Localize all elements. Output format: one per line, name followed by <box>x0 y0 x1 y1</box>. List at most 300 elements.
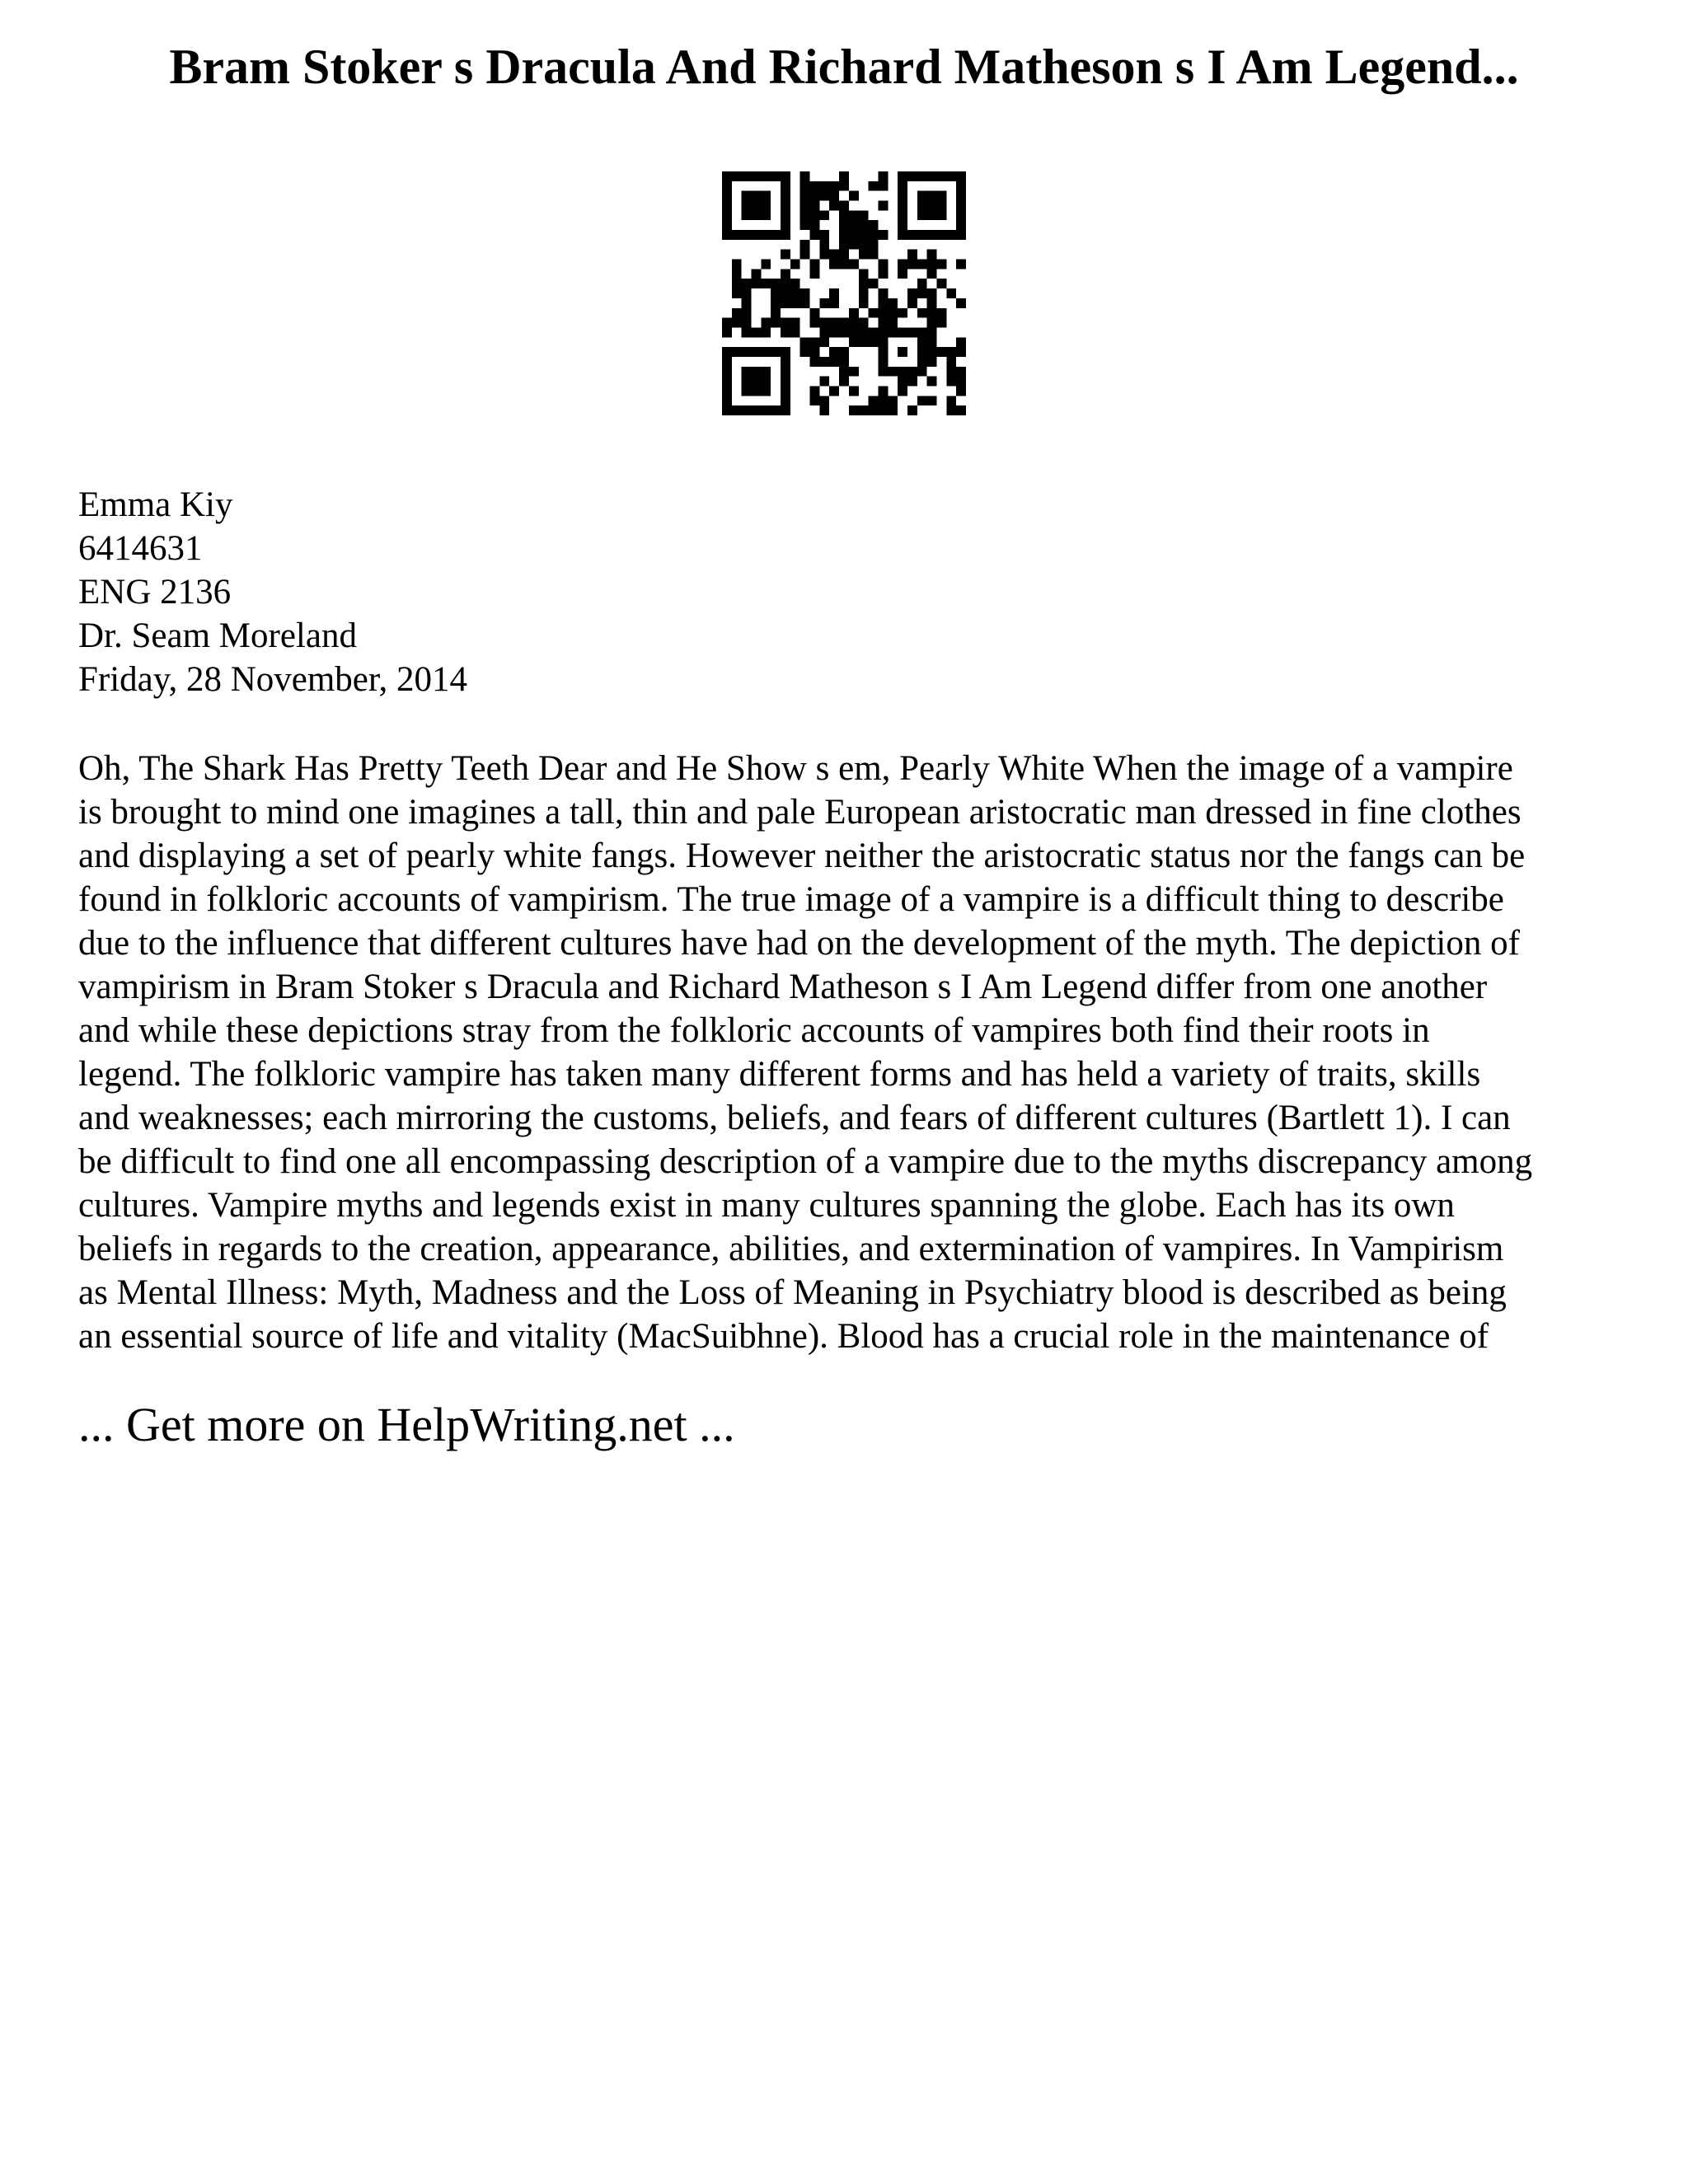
qr-module <box>849 220 859 230</box>
qr-module <box>752 230 762 240</box>
qr-module <box>917 191 927 201</box>
qr-module <box>742 377 752 387</box>
body-line: Oh, The Shark Has Pretty Teeth Dear and He Show s em, Pearly White When the image of a vampire <box>78 749 1513 788</box>
qr-module <box>800 171 810 181</box>
qr-module <box>878 201 888 211</box>
qr-module <box>956 201 966 211</box>
qr-module <box>752 210 762 220</box>
qr-module <box>849 318 859 328</box>
qr-module <box>956 377 966 387</box>
qr-module <box>839 367 849 377</box>
qr-module <box>888 367 898 377</box>
qr-module <box>829 298 839 308</box>
qr-module <box>829 318 839 328</box>
qr-module <box>781 298 790 308</box>
qr-module <box>722 318 732 328</box>
qr-module <box>849 230 859 240</box>
qr-module <box>800 210 810 220</box>
qr-module <box>859 318 869 328</box>
qr-module <box>946 230 956 240</box>
qr-module <box>849 191 859 201</box>
qr-module <box>878 337 888 347</box>
qr-module <box>829 357 839 367</box>
qr-module <box>946 405 956 415</box>
qr-module <box>722 405 732 415</box>
qr-module <box>810 191 820 201</box>
qr-module <box>898 230 907 240</box>
qr-module <box>810 386 820 396</box>
qr-module <box>761 201 771 211</box>
qr-module <box>859 288 869 298</box>
qr-module <box>907 288 917 298</box>
qr-module <box>849 367 859 377</box>
qr-module <box>819 210 829 220</box>
qr-module <box>839 240 849 250</box>
qr-module <box>781 396 790 405</box>
qr-module <box>859 220 869 230</box>
qr-module <box>927 327 937 337</box>
qr-module <box>819 327 829 337</box>
qr-module <box>829 191 839 201</box>
body-line: vampirism in Bram Stoker s Dracula and Richard Matheson s I Am Legend differ from one another <box>78 968 1488 1006</box>
qr-module <box>781 171 790 181</box>
qr-module <box>898 367 907 377</box>
qr-module <box>849 240 859 250</box>
qr-module <box>859 279 869 288</box>
qr-module <box>771 318 781 328</box>
qr-module <box>722 220 732 230</box>
qr-module <box>839 357 849 367</box>
qr-module <box>936 201 946 211</box>
qr-module <box>771 171 781 181</box>
qr-module <box>869 181 879 191</box>
qr-module <box>761 191 771 201</box>
qr-module <box>917 357 927 367</box>
qr-module <box>742 308 752 318</box>
qr-module <box>771 298 781 308</box>
qr-module <box>878 230 888 240</box>
qr-module <box>800 201 810 211</box>
qr-module <box>732 269 742 279</box>
qr-module <box>752 386 762 396</box>
qr-module <box>839 250 849 260</box>
qr-module <box>878 269 888 279</box>
qr-module <box>936 279 946 288</box>
qr-module <box>781 405 790 415</box>
qr-module <box>956 405 966 415</box>
qr-module <box>761 347 771 357</box>
qr-module <box>781 230 790 240</box>
qr-module <box>790 288 800 298</box>
qr-module <box>752 367 762 377</box>
qr-module <box>956 230 966 240</box>
qr-module <box>742 210 752 220</box>
qr-module <box>829 347 839 357</box>
qr-module <box>839 220 849 230</box>
qr-module <box>907 377 917 387</box>
qr-module <box>722 210 732 220</box>
qr-module <box>859 230 869 240</box>
author-name: Emma Kiy <box>78 485 233 524</box>
qr-module <box>800 337 810 347</box>
qr-module <box>819 181 829 191</box>
qr-module <box>790 279 800 288</box>
qr-module <box>878 318 888 328</box>
qr-module <box>917 347 927 357</box>
qr-module <box>800 191 810 201</box>
qr-module <box>752 269 762 279</box>
qr-module <box>878 347 888 357</box>
qr-module <box>752 191 762 201</box>
qr-module <box>936 171 946 181</box>
qr-module <box>732 288 742 298</box>
qr-module <box>956 171 966 181</box>
qr-module <box>839 201 849 211</box>
qr-module <box>742 367 752 377</box>
qr-module <box>800 250 810 260</box>
qr-module <box>781 288 790 298</box>
qr-module <box>742 230 752 240</box>
qr-module <box>907 298 917 308</box>
qr-module <box>917 337 927 347</box>
qr-module <box>742 318 752 328</box>
qr-module <box>742 327 752 337</box>
qr-module <box>742 191 752 201</box>
get-more-link[interactable]: ... Get more on HelpWriting.net ... <box>78 1398 735 1451</box>
qr-module <box>927 396 937 405</box>
qr-module <box>752 327 762 337</box>
qr-module <box>936 308 946 318</box>
qr-module <box>761 405 771 415</box>
student-id: 6414631 <box>78 529 203 568</box>
qr-code-icon <box>722 171 966 415</box>
qr-module <box>869 396 879 405</box>
qr-module <box>907 327 917 337</box>
qr-module <box>819 337 829 347</box>
qr-module <box>946 288 956 298</box>
qr-module <box>839 327 849 337</box>
qr-module <box>869 279 879 288</box>
qr-module <box>907 405 917 415</box>
qr-module <box>927 230 937 240</box>
qr-module <box>722 171 732 181</box>
qr-module <box>761 318 771 328</box>
qr-module <box>752 377 762 387</box>
qr-module <box>898 260 907 269</box>
qr-module <box>722 357 732 367</box>
qr-module <box>927 260 937 269</box>
qr-module <box>839 260 849 269</box>
qr-module <box>956 367 966 377</box>
qr-module <box>936 230 946 240</box>
qr-module <box>888 327 898 337</box>
qr-module <box>819 357 829 367</box>
qr-module <box>810 260 820 269</box>
qr-module <box>898 377 907 387</box>
qr-module <box>810 347 820 357</box>
qr-module <box>781 220 790 230</box>
qr-module <box>917 367 927 377</box>
qr-module <box>878 386 888 396</box>
qr-module <box>800 220 810 230</box>
qr-module <box>878 396 888 405</box>
qr-module <box>800 298 810 308</box>
qr-module <box>917 201 927 211</box>
qr-module <box>781 191 790 201</box>
qr-module <box>732 230 742 240</box>
qr-module <box>742 171 752 181</box>
qr-module <box>927 201 937 211</box>
qr-module <box>907 230 917 240</box>
qr-module <box>898 191 907 201</box>
qr-module <box>888 298 898 308</box>
qr-module <box>790 327 800 337</box>
qr-module <box>898 201 907 211</box>
qr-module <box>927 250 937 260</box>
qr-module <box>898 308 907 318</box>
qr-module <box>781 377 790 387</box>
qr-module <box>752 171 762 181</box>
body-line: as Mental Illness: Myth, Madness and the Loss of Meaning in Psychiatry blood is described as being <box>78 1273 1507 1312</box>
qr-module <box>907 367 917 377</box>
qr-module <box>927 347 937 357</box>
qr-module <box>722 181 732 191</box>
qr-module <box>917 279 927 288</box>
qr-module <box>878 288 888 298</box>
qr-module <box>927 288 937 298</box>
qr-module <box>742 386 752 396</box>
qr-module <box>829 386 839 396</box>
qr-module <box>781 386 790 396</box>
qr-module <box>790 260 800 269</box>
qr-module <box>878 357 888 367</box>
qr-module <box>790 318 800 328</box>
qr-module <box>829 250 839 260</box>
qr-module <box>849 386 859 396</box>
qr-module <box>810 396 820 405</box>
qr-module <box>878 260 888 269</box>
qr-module <box>829 201 839 211</box>
qr-module <box>946 347 956 357</box>
qr-module <box>849 210 859 220</box>
qr-module <box>722 377 732 387</box>
qr-module <box>946 357 956 367</box>
qr-module <box>810 230 820 240</box>
qr-module <box>956 386 966 396</box>
qr-module <box>859 298 869 308</box>
qr-module <box>869 240 879 250</box>
qr-module <box>810 357 820 367</box>
qr-module <box>898 181 907 191</box>
qr-module <box>810 181 820 191</box>
qr-module <box>819 377 829 387</box>
qr-module <box>810 337 820 347</box>
qr-module <box>917 230 927 240</box>
body-line: an essential source of life and vitality (MacSuibhne). Blood has a crucial role in the maintenance of <box>78 1317 1489 1356</box>
qr-module <box>936 347 946 357</box>
qr-module <box>936 318 946 328</box>
qr-module <box>878 327 888 337</box>
qr-module <box>927 210 937 220</box>
qr-module <box>956 347 966 357</box>
body-line: and displaying a set of pearly white fangs. However neither the aristocratic status nor the fangs can be <box>78 837 1526 875</box>
qr-module <box>956 337 966 347</box>
document-date: Friday, 28 November, 2014 <box>78 660 467 699</box>
qr-module <box>722 367 732 377</box>
body-line: found in folkloric accounts of vampirism. The true image of a vampire is a difficult thing to describe <box>78 880 1504 919</box>
qr-module <box>849 260 859 269</box>
qr-module <box>800 181 810 191</box>
qr-module <box>936 260 946 269</box>
qr-module <box>869 327 879 337</box>
essay-body <box>78 747 1628 1358</box>
qr-module <box>819 250 829 260</box>
qr-module <box>722 191 732 201</box>
qr-module <box>819 230 829 240</box>
qr-module <box>742 288 752 298</box>
qr-module <box>771 405 781 415</box>
qr-module <box>839 318 849 328</box>
qr-module <box>917 396 927 405</box>
body-line: cultures. Vampire myths and legends exist in many cultures spanning the globe. Each has its own <box>78 1186 1455 1225</box>
qr-module <box>829 327 839 337</box>
qr-module <box>781 279 790 288</box>
qr-module <box>742 405 752 415</box>
qr-module <box>956 210 966 220</box>
qr-module <box>927 298 937 308</box>
qr-module <box>888 405 898 415</box>
qr-module <box>732 279 742 288</box>
qr-module <box>722 230 732 240</box>
qr-module <box>781 318 790 328</box>
qr-module <box>898 269 907 279</box>
qr-module <box>878 367 888 377</box>
qr-module <box>898 386 907 396</box>
qr-module <box>819 240 829 250</box>
qr-module <box>771 288 781 298</box>
qr-module <box>722 201 732 211</box>
qr-module <box>917 210 927 220</box>
qr-module <box>722 396 732 405</box>
qr-module <box>849 308 859 318</box>
qr-module <box>829 288 839 298</box>
qr-module <box>752 201 762 211</box>
qr-module <box>800 347 810 357</box>
qr-module <box>946 377 956 387</box>
qr-module <box>888 318 898 328</box>
qr-module <box>849 327 859 337</box>
qr-module <box>781 327 790 337</box>
qr-module <box>810 269 820 279</box>
qr-module <box>859 405 869 415</box>
instructor-name: Dr. Seam Moreland <box>78 616 357 655</box>
qr-module <box>859 269 869 279</box>
qr-module <box>722 347 732 357</box>
qr-module <box>800 288 810 298</box>
qr-module <box>839 230 849 240</box>
header-block <box>78 483 1611 701</box>
qr-module <box>869 405 879 415</box>
qr-module <box>771 308 781 318</box>
qr-module <box>732 260 742 269</box>
qr-module <box>898 171 907 181</box>
qr-module <box>956 191 966 201</box>
qr-module <box>859 210 869 220</box>
qr-module <box>917 308 927 318</box>
qr-module <box>878 298 888 308</box>
qr-module <box>927 171 937 181</box>
qr-module <box>722 386 732 396</box>
document-title: Bram Stoker s Dracula And Richard Matheson s I Am Legend... <box>169 40 1519 94</box>
qr-module <box>878 181 888 191</box>
qr-module <box>829 260 839 269</box>
qr-module <box>946 171 956 181</box>
qr-module <box>839 181 849 191</box>
body-line: beliefs in regards to the creation, appearance, abilities, and extermination of vampires. In Vampirism <box>78 1230 1504 1268</box>
qr-module <box>742 201 752 211</box>
qr-module <box>917 288 927 298</box>
qr-module <box>927 357 937 367</box>
qr-module <box>781 347 790 357</box>
qr-module <box>819 298 829 308</box>
qr-module <box>781 201 790 211</box>
qr-module <box>927 308 937 318</box>
qr-module <box>790 298 800 308</box>
body-line: legend. The folkloric vampire has taken many different forms and has held a variety of traits, skills <box>78 1055 1481 1094</box>
qr-module <box>752 347 762 357</box>
qr-module <box>907 250 917 260</box>
qr-module <box>761 367 771 377</box>
qr-module <box>869 220 879 230</box>
qr-module <box>898 347 907 357</box>
qr-module <box>927 337 937 347</box>
qr-module <box>927 191 937 201</box>
qr-module <box>956 298 966 308</box>
qr-module <box>849 337 859 347</box>
qr-module <box>917 171 927 181</box>
qr-module <box>888 308 898 318</box>
qr-module <box>761 327 771 337</box>
qr-module <box>869 337 879 347</box>
qr-module <box>917 327 927 337</box>
qr-module <box>781 367 790 377</box>
qr-module <box>917 260 927 269</box>
qr-module <box>722 327 732 337</box>
qr-module <box>771 230 781 240</box>
qr-module <box>956 260 966 269</box>
body-line: be difficult to find one all encompassing description of a vampire due to the myths discrepancy among <box>78 1142 1533 1181</box>
qr-module <box>888 396 898 405</box>
qr-module <box>761 386 771 396</box>
qr-module <box>771 347 781 357</box>
qr-module <box>781 357 790 367</box>
qr-module <box>936 191 946 201</box>
qr-module <box>810 308 820 318</box>
qr-module <box>946 396 956 405</box>
qr-module <box>819 405 829 415</box>
qr-module <box>752 405 762 415</box>
qr-module <box>898 220 907 230</box>
body-line: and while these depictions stray from the folkloric accounts of vampires both find their roots in <box>78 1011 1430 1050</box>
qr-module <box>761 230 771 240</box>
qr-module <box>956 220 966 230</box>
qr-module <box>810 201 820 211</box>
body-line: due to the influence that different cultures have had on the development of the myth. The depiction of <box>78 924 1520 963</box>
qr-module <box>732 171 742 181</box>
qr-module <box>781 269 790 279</box>
qr-module <box>927 269 937 279</box>
body-line: and weaknesses; each mirroring the customs, beliefs, and fears of different cultures (Bartlett 1). I can <box>78 1099 1511 1137</box>
